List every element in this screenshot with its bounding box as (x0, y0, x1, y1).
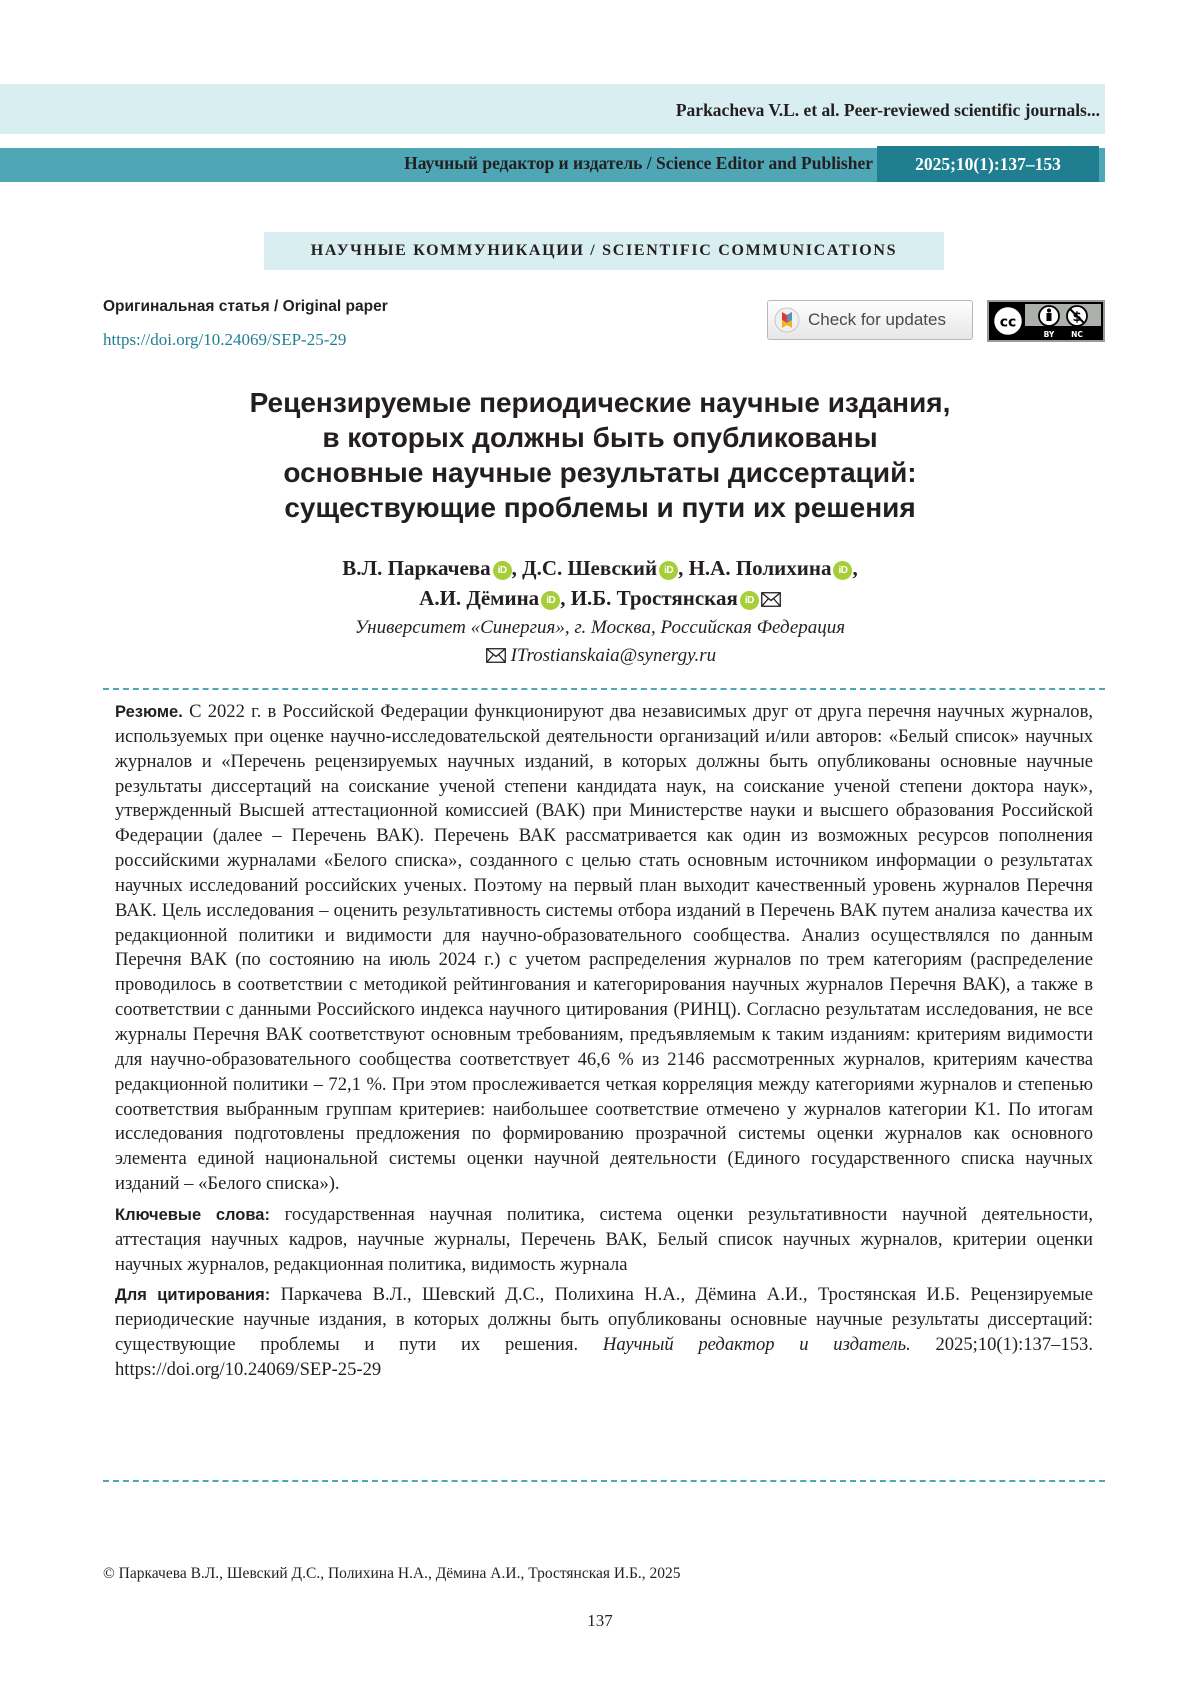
correspondence-email[interactable] (0, 645, 1200, 667)
author-name: Н.А. Полихина (689, 556, 832, 580)
journal-issue: 2025;10(1):137–153 (877, 146, 1099, 182)
svg-text:$: $ (1072, 310, 1081, 325)
svg-text:cc: cc (1000, 315, 1017, 331)
orcid-icon[interactable]: iD (740, 591, 759, 610)
title-line: в которых должны быть опубликованы (0, 420, 1200, 455)
issue-box-edge (1099, 148, 1105, 182)
envelope-icon (486, 648, 506, 663)
author-separator: , (678, 556, 683, 580)
citation-text: Паркачева В.Л., Шевский Д.С., Полихина Н.А., Дёмина А.И., Тростянская И.Б. Рецензируемые периодические научные издания, в которых должны быть опубликованы основные научные результаты диссертаций: существующие проблемы и пути их решения. (115, 1284, 1093, 1355)
divider (103, 688, 1105, 690)
crossmark-icon (774, 307, 800, 333)
check-for-updates-button[interactable] (767, 300, 973, 340)
author-name: А.И. Дёмина (419, 586, 539, 610)
orcid-icon[interactable]: iD (493, 561, 512, 580)
citation-issue-doi: 2025;10(1):137–153. https://doi.org/10.24069/SEP-25-29 (115, 1334, 1093, 1380)
title-line: основные научные результаты диссертаций: (0, 455, 1200, 490)
author-separator: , (852, 556, 857, 580)
check-for-updates-label: Check for updates (808, 310, 946, 330)
envelope-icon[interactable] (761, 592, 781, 607)
abstract-text: С 2022 г. в Российской Федерации функционируют два независимых друг от друга перечня научных журналов, используемых при оценке научно-исследовательской деятельности организаций и/или авторов: «Белый список» научных журналов и «Перечень рецензируемых научных изданий, в которых должны быть опубликованы основные научные результаты диссертаций на соискание ученой степени кандидата наук, на соискание ученой степени доктора наук», утвержденный Высшей аттестационной комиссией (ВАК) при Министерстве науки и высшего образования Российской Федерации (далее – Перечень ВАК). Перечень ВАК рассматривается как один из возможных ресурсов пополнения российскими журналами «Белого списка», созданного с целью стать основным источником информации о результатах научных исследований российских ученых. Поэтому на первый план выходит качественный уровень журналов Перечня ВАК. Цель исследования – оценить результативность системы отбора изданий в Перечень ВАК путем анализа качества их редакционной политики и видимости для научно-образовательного сообщества. Анализ осуществлялся по данным Перечня ВАК (по состоянию на июль 2024 г.) с учетом распределения журналов по трем категориям (распределение проводилось в соответствии с методикой рейтингования и категорирования научных журналов Перечня ВАК), а также в соответствии с данными Российского индекса научного цитирования (РИНЦ). Согласно результатам исследования, не все журналы Перечня ВАК соответствуют основным требованиям, предъявляемым к таким изданиям: критериям видимости для научно-образовательного сообщества соответствует 46,6 % из 2146 рассмотренных журналов, критериям качества редакционной политики – 72,1 %. При этом прослеживается четкая корреляция между категориями журналов и степенью соответствия выбранным группам критериев: наибольшее соответствие отмечено у журналов категории К1. По итогам исследования подготовлены предложения по формированию прозрачной системы оценки журналов как основного элемента единой национальной системы оценки научной деятельности (Единого государственного списка научных изданий – «Белого списка»). (115, 701, 1093, 1194)
author-separator: , (512, 556, 517, 580)
license-badge[interactable] (987, 300, 1105, 342)
journal-name: Научный редактор и издатель / Science Editor and Publisher (404, 153, 873, 174)
copyright-notice: © Паркачева В.Л., Шевский Д.С., Полихина Н.А., Дёмина А.И., Тростянская И.Б., 2025 (103, 1565, 681, 1583)
citation-journal: Научный редактор и издатель. (603, 1334, 911, 1355)
keywords-text: государственная научная политика, система оценки результативности научной деятельности, аттестация научных кадров, научные журналы, Перечень ВАК, Белый список научных журналов, критерии оценки научных журналов, редакционная политика, видимость журнала (115, 1204, 1093, 1275)
paper-type: Оригинальная статья / Original paper (103, 298, 388, 316)
citation-paragraph (115, 1283, 1093, 1382)
author-name: И.Б. Тростянская (571, 586, 738, 610)
orcid-icon[interactable]: iD (541, 591, 560, 610)
title-line: Рецензируемые периодические научные издания, (0, 385, 1200, 420)
abstract-label: Резюме. (115, 703, 183, 721)
citation-label: Для цитирования: (115, 1286, 270, 1304)
divider (103, 1480, 1105, 1482)
author-list (0, 553, 1200, 613)
abstract-block (115, 700, 1093, 1389)
license-by-label: BY (1044, 330, 1055, 339)
section-heading: НАУЧНЫЕ КОММУНИКАЦИИ / SCIENTIFIC COMMUNICATIONS (264, 232, 944, 270)
cc-by-nc-icon (989, 302, 1103, 340)
author-name: В.Л. Паркачева (342, 556, 490, 580)
affiliation: Университет «Синергия», г. Москва, Российская Федерация (0, 617, 1200, 639)
running-header: Parkacheva V.L. et al. Peer-reviewed scientific journals... (676, 100, 1100, 121)
author-name: Д.С. Шевский (522, 556, 657, 580)
author-separator: , (560, 586, 565, 610)
keywords-paragraph (115, 1203, 1093, 1278)
email-address: ITrostianskaia@synergy.ru (511, 645, 717, 666)
abstract-paragraph (115, 700, 1093, 1197)
keywords-label: Ключевые слова: (115, 1206, 270, 1224)
license-nc-label: NC (1071, 330, 1083, 339)
orcid-icon[interactable]: iD (833, 561, 852, 580)
doi-link[interactable]: https://doi.org/10.24069/SEP-25-29 (103, 330, 346, 350)
page-number: 137 (0, 1611, 1200, 1631)
article-title (0, 385, 1200, 525)
orcid-icon[interactable]: iD (659, 561, 678, 580)
title-line: существующие проблемы и пути их решения (0, 490, 1200, 525)
